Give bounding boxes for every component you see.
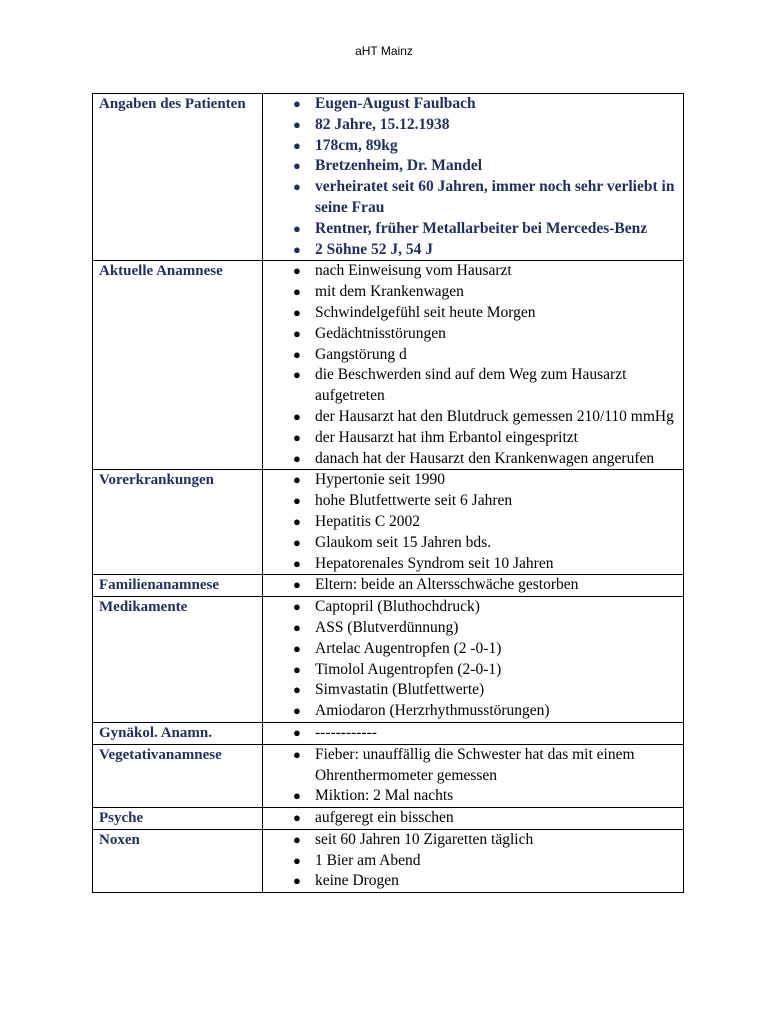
list-item <box>263 94 683 115</box>
section-label: Vegetativanamnese <box>93 744 263 807</box>
list-item-text: Rentner, früher Metallarbeiter bei Mercedes-Benz <box>315 219 648 237</box>
list-item-text: Gedächtnisstörungen <box>315 324 446 342</box>
list-item-text: Fieber: unauffällig die Schwester hat das mit einem Ohrenthermometer gemessen <box>315 745 635 784</box>
list-item-text: 178cm, 89kg <box>315 136 398 154</box>
list-item-text: 82 Jahre, 15.12.1938 <box>315 115 450 133</box>
list-item <box>263 428 683 449</box>
list-item <box>263 345 683 366</box>
bullet-icon: ● <box>293 137 301 153</box>
bullet-icon: ● <box>293 472 301 488</box>
list-item-text: seit 60 Jahren 10 Zigaretten täglich <box>315 830 534 848</box>
list-item-text: 1 Bier am Abend <box>315 851 421 869</box>
list-item-text: Artelac Augentropfen (2 -0-1) <box>315 639 502 657</box>
bullet-list <box>263 745 683 807</box>
list-item <box>263 407 683 428</box>
list-item <box>263 365 683 407</box>
list-item-text: Timolol Augentropfen (2-0-1) <box>315 660 502 678</box>
list-item <box>263 282 683 303</box>
list-item <box>263 449 683 470</box>
table-body <box>93 94 684 893</box>
section-label: Angaben des Patienten <box>93 94 263 261</box>
list-item <box>263 219 683 240</box>
section-label: Gynäkol. Anamn. <box>93 722 263 744</box>
list-item <box>263 851 683 872</box>
list-item <box>263 156 683 177</box>
list-item <box>263 745 683 787</box>
bullet-icon: ● <box>293 304 301 320</box>
bullet-icon: ● <box>293 325 301 341</box>
list-item-text: der Hausarzt hat ihm Erbantol eingespritzt <box>315 428 578 446</box>
anamnesis-table <box>92 93 684 893</box>
bullet-icon: ● <box>293 450 301 466</box>
list-item <box>263 639 683 660</box>
list-item <box>263 177 683 219</box>
list-item-text: ASS (Blutverdünnung) <box>315 618 459 636</box>
list-item <box>263 136 683 157</box>
list-item <box>263 660 683 681</box>
list-item <box>263 808 683 829</box>
bullet-list <box>263 470 683 574</box>
list-item <box>263 680 683 701</box>
list-item-text: Glaukom seit 15 Jahren bds. <box>315 533 492 551</box>
list-item <box>263 512 683 533</box>
bullet-icon: ● <box>293 640 301 656</box>
list-item-text: hohe Blutfettwerte seit 6 Jahren <box>315 492 513 510</box>
table-row <box>93 575 684 597</box>
list-item-text: 2 Söhne 52 J, 54 J <box>315 240 433 258</box>
bullet-icon: ● <box>293 284 301 300</box>
list-item <box>263 723 683 744</box>
bullet-icon: ● <box>293 158 301 174</box>
list-item-text: Bretzenheim, Dr. Mandel <box>315 157 483 175</box>
list-item <box>263 533 683 554</box>
list-item-text: Gangstörung d <box>315 345 407 363</box>
list-item-text: Hypertonie seit 1990 <box>315 471 446 489</box>
list-item-text: der Hausarzt hat den Blutdruck gemessen 210/110 mmHg <box>315 407 674 425</box>
table-row <box>93 261 684 470</box>
list-item-text: danach hat der Hausarzt den Krankenwagen angerufen <box>315 449 655 467</box>
section-content <box>263 575 684 597</box>
bullet-icon: ● <box>293 429 301 445</box>
list-item <box>263 786 683 807</box>
bullet-icon: ● <box>293 179 301 195</box>
bullet-icon: ● <box>293 746 301 762</box>
bullet-icon: ● <box>293 346 301 362</box>
list-item <box>263 871 683 892</box>
bullet-list <box>263 94 683 260</box>
section-label: Vorerkrankungen <box>93 470 263 575</box>
list-item <box>263 303 683 324</box>
bullet-list <box>263 723 683 744</box>
section-label: Medikamente <box>93 597 263 723</box>
list-item-text: Captopril (Bluthochdruck) <box>315 598 480 616</box>
list-item <box>263 115 683 136</box>
list-item <box>263 575 683 596</box>
bullet-icon: ● <box>293 96 301 111</box>
list-item-text: mit dem Krankenwagen <box>315 283 464 301</box>
bullet-list <box>263 575 683 596</box>
bullet-icon: ● <box>293 493 301 509</box>
list-item <box>263 830 683 851</box>
bullet-list <box>263 597 683 722</box>
bullet-icon: ● <box>293 513 301 529</box>
bullet-icon: ● <box>293 852 301 868</box>
list-item <box>263 597 683 618</box>
bullet-icon: ● <box>293 810 301 826</box>
bullet-icon: ● <box>293 263 301 279</box>
list-item-text: keine Drogen <box>315 872 399 890</box>
list-item-text: Eltern: beide an Altersschwäche gestorben <box>315 576 579 594</box>
list-item-text: Simvastatin (Blutfettwerte) <box>315 681 485 699</box>
section-label: Familienanamnese <box>93 575 263 597</box>
table-row <box>93 722 684 744</box>
list-item-text: die Beschwerden sind auf dem Weg zum Hausarzt aufgetreten <box>315 366 627 405</box>
list-item-text: Hepatorenales Syndrom seit 10 Jahren <box>315 554 554 572</box>
bullet-icon: ● <box>293 241 301 257</box>
list-item-text: Hepatitis C 2002 <box>315 512 421 530</box>
bullet-list <box>263 261 683 469</box>
page-header: aHT Mainz <box>355 44 413 58</box>
list-item <box>263 491 683 512</box>
section-content <box>263 261 684 470</box>
table-row <box>93 94 684 261</box>
bullet-icon: ● <box>293 577 301 593</box>
table-row <box>93 597 684 723</box>
list-item <box>263 261 683 282</box>
list-item <box>263 554 683 575</box>
bullet-icon: ● <box>293 831 301 847</box>
bullet-icon: ● <box>293 555 301 571</box>
table-row <box>93 829 684 892</box>
section-content <box>263 808 684 830</box>
list-item <box>263 240 683 261</box>
bullet-icon: ● <box>293 367 301 383</box>
bullet-icon: ● <box>293 599 301 615</box>
section-content <box>263 722 684 744</box>
section-label: Psyche <box>93 808 263 830</box>
bullet-icon: ● <box>293 534 301 550</box>
list-item <box>263 618 683 639</box>
bullet-icon: ● <box>293 116 301 132</box>
list-item <box>263 324 683 345</box>
list-item-text: verheiratet seit 60 Jahren, immer noch sehr verliebt in seine Frau <box>315 178 675 216</box>
section-content <box>263 829 684 892</box>
bullet-list <box>263 830 683 892</box>
list-item <box>263 470 683 491</box>
list-item-text: Eugen-August Faulbach <box>315 95 476 112</box>
bullet-icon: ● <box>293 788 301 804</box>
section-content <box>263 470 684 575</box>
bullet-icon: ● <box>293 408 301 424</box>
list-item-text: ------------ <box>315 723 377 741</box>
list-item <box>263 701 683 722</box>
bullet-icon: ● <box>293 724 301 740</box>
bullet-list <box>263 808 683 829</box>
bullet-icon: ● <box>293 661 301 677</box>
section-content <box>263 744 684 807</box>
section-label: Aktuelle Anamnese <box>93 261 263 470</box>
table-row <box>93 744 684 807</box>
section-label: Noxen <box>93 829 263 892</box>
list-item-text: Miktion: 2 Mal nachts <box>315 787 454 805</box>
section-content <box>263 94 684 261</box>
list-item-text: Schwindelgefühl seit heute Morgen <box>315 303 536 321</box>
bullet-icon: ● <box>293 682 301 698</box>
section-content <box>263 597 684 723</box>
list-item-text: Amiodaron (Herzrhythmusstörungen) <box>315 702 550 720</box>
list-item-text: nach Einweisung vom Hausarzt <box>315 262 512 280</box>
bullet-icon: ● <box>293 873 301 889</box>
table-row <box>93 808 684 830</box>
bullet-icon: ● <box>293 703 301 719</box>
bullet-icon: ● <box>293 220 301 236</box>
bullet-icon: ● <box>293 619 301 635</box>
table-row <box>93 470 684 575</box>
list-item-text: aufgeregt ein bisschen <box>315 809 454 827</box>
